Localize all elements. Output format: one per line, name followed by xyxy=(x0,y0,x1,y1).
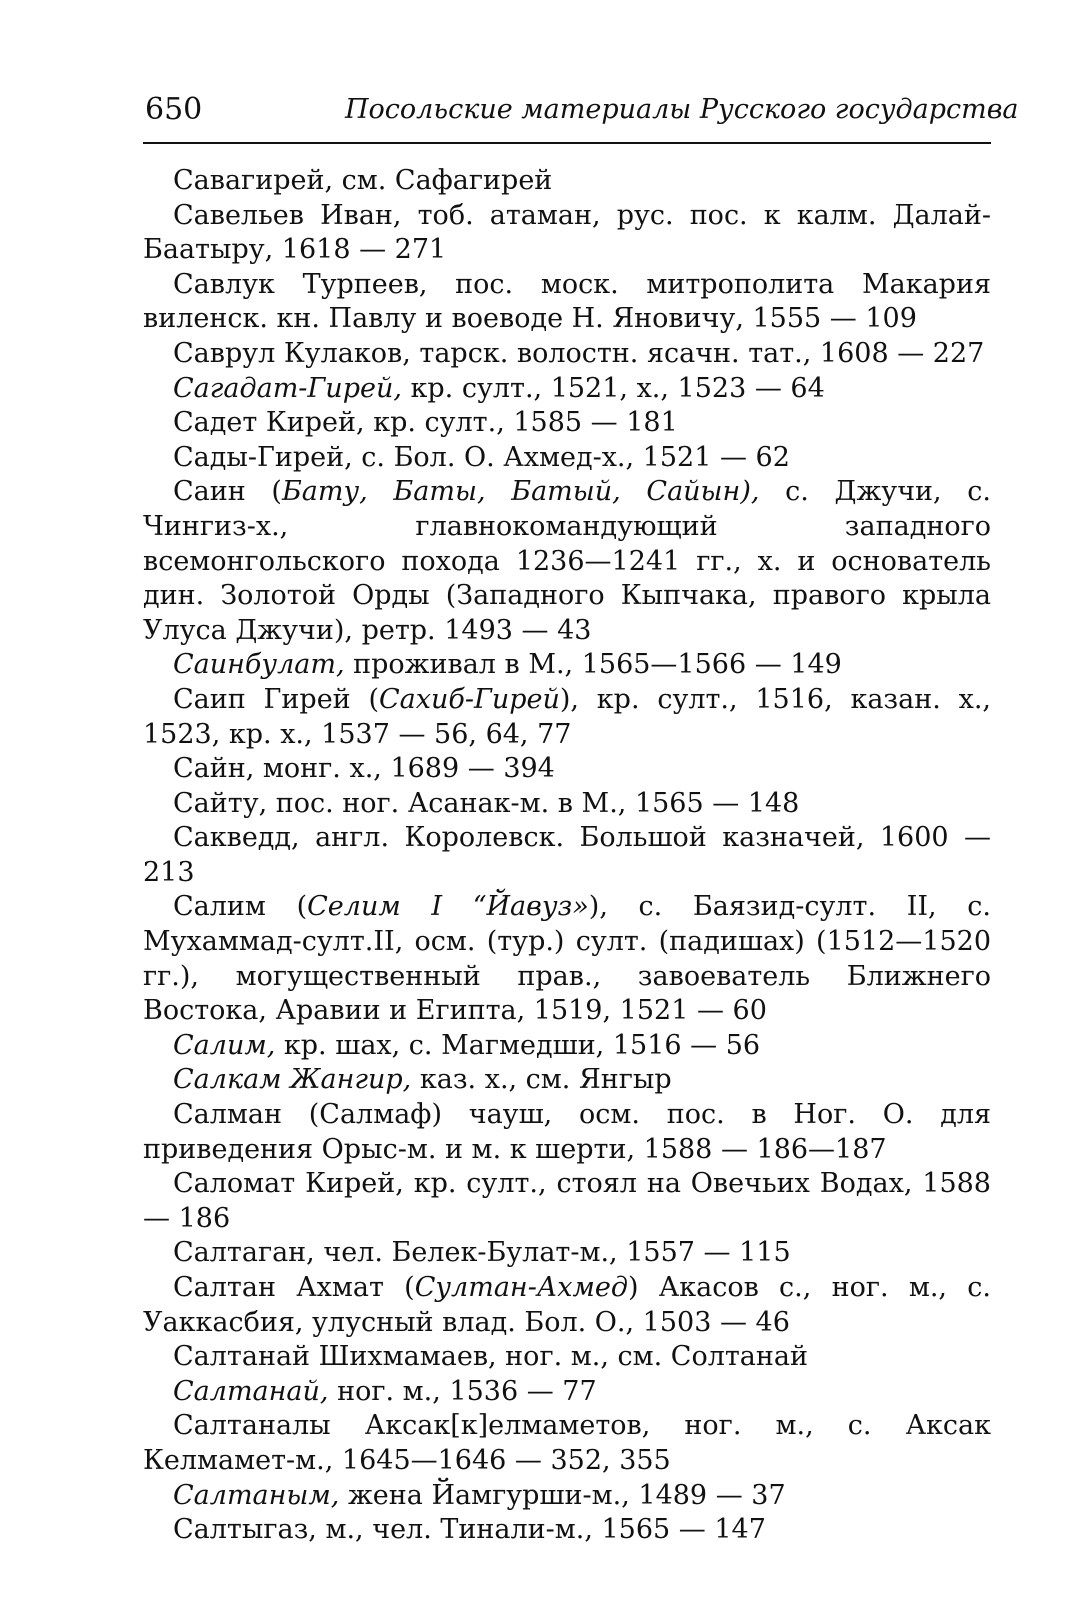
entry-lead: Саип Гирей ( xyxy=(173,683,379,715)
entry-italic-name: Бату, Баты, Батый, Сайын), xyxy=(281,476,760,508)
index-entry xyxy=(143,752,991,787)
index-entry xyxy=(143,1409,991,1478)
index-entry xyxy=(143,1029,991,1064)
index-entry xyxy=(143,787,991,822)
entry-text: Сакведд, англ. Королевск. Большой казначей, 1600 — 213 xyxy=(143,822,991,888)
index-entry xyxy=(143,199,991,268)
index-entry xyxy=(143,821,991,890)
entry-text: проживал в М., 1565—1566 — 149 xyxy=(344,649,842,681)
entry-text: каз. х., см. Янгыр xyxy=(411,1064,672,1096)
entry-text: ) Акасов с., ног. м., с. Уаккасбия, улусный влад. Бол. О., 1503 — 46 xyxy=(143,1272,991,1338)
index-entries xyxy=(143,164,991,1548)
entry-text: Садет Кирей, кр. султ., 1585 — 181 xyxy=(173,407,678,439)
index-entry xyxy=(143,1098,991,1167)
entry-text: Савагирей, см. Сафагирей xyxy=(173,165,553,196)
entry-text: Саврул Кулаков, тарск. волостн. ясачн. тат., 1608 — 227 xyxy=(173,337,985,369)
entry-text: Савельев Иван, тоб. атаман, рус. пос. к калм. Далай-Баатыру, 1618 — 271 xyxy=(143,199,991,266)
entry-text: Савлук Турпеев, пос. моск. митрополита Макария виленск. кн. Павлу и воеводе Н. Яновичу, 1555 — 109 xyxy=(143,268,991,335)
entry-italic-name: Салкам Жангир, xyxy=(173,1064,412,1096)
entry-italic-name: Салтанай, xyxy=(173,1375,329,1407)
page-header xyxy=(143,92,1019,146)
entry-text: Салтаган, чел. Белек-Булат-м., 1557 — 115 xyxy=(173,1237,791,1269)
index-entry xyxy=(143,1063,991,1098)
entry-text: кр. султ., 1521, х., 1523 — 64 xyxy=(401,372,825,404)
entry-text: Салман (Салмаф) чауш, осм. пос. в Ног. О. для приведения Орыс-м. и м. к шерти, 1588 — 186—187 xyxy=(143,1099,991,1165)
index-entry xyxy=(143,1375,991,1410)
index-entry xyxy=(143,890,991,1028)
entry-text: кр. шах, с. Магмедши, 1516 — 56 xyxy=(275,1029,761,1061)
index-entry xyxy=(143,164,991,199)
index-entry xyxy=(143,406,991,441)
entry-italic-name: Султан-Ахмед xyxy=(414,1272,628,1303)
index-entry xyxy=(143,1167,991,1236)
entry-italic-name: Саинбулат, xyxy=(173,649,345,681)
index-entry xyxy=(143,441,991,476)
page-number: 650 xyxy=(145,92,203,127)
entry-italic-name: Селим I “Йавуз» xyxy=(307,891,589,923)
entry-italic-name: Сагадат-Гирей, xyxy=(173,372,402,404)
entry-lead: Салим ( xyxy=(173,891,308,923)
index-entry xyxy=(143,1236,991,1271)
index-entry xyxy=(143,1479,991,1514)
entry-text: Саломат Кирей, кр. султ., стоял на Овечьих Водах, 1588 — 186 xyxy=(143,1168,991,1234)
header-rule xyxy=(143,142,991,144)
entry-text: с. Джучи, с. Чингиз-х., главнокомандующий западного всемонгольского похода 1236—1241 гг., х. и основатель дин. Золотой Орды (Западного Кыпчака, правого крыла Улуса Джучи), ретр. 1493 — 43 xyxy=(143,476,992,646)
index-entry xyxy=(143,1340,991,1375)
entry-italic-name: Салим, xyxy=(173,1029,276,1061)
index-entry xyxy=(143,337,991,372)
entry-text: ), кр. султ., 1516, казан. х., 1523, кр. х., 1537 — 56, 64, 77 xyxy=(143,683,991,750)
entry-text: Салтыгаз, м., чел. Тинали-м., 1565 — 147 xyxy=(173,1514,766,1546)
entry-text: Салтанай Шихмамаев, ног. м., см. Солтанай xyxy=(173,1341,808,1373)
index-entry xyxy=(143,268,991,337)
running-title: Посольские материалы Русского государства xyxy=(345,94,1019,125)
entry-italic-name: Салтаным, xyxy=(173,1479,340,1511)
entry-text: Сады-Гирей, с. Бол. О. Ахмед-х., 1521 — 62 xyxy=(173,441,790,473)
index-entry xyxy=(143,1271,991,1340)
index-entry xyxy=(143,1513,991,1548)
entry-text: ног. м., 1536 — 77 xyxy=(328,1375,597,1407)
entry-italic-name: Сахиб-Гирей xyxy=(378,683,560,715)
entry-text: ), с. Баязид-султ. II, с. Мухаммад-султ.II, осм. (тур.) султ. (падишах) (1512—1520 гг.), могущественный прав., завоеватель Ближнего Востока, Аравии и Египта, 1519, 1521 — 60 xyxy=(143,891,991,1027)
index-entry xyxy=(143,475,991,648)
index-entry xyxy=(143,683,991,752)
entry-lead: Саин ( xyxy=(173,476,282,508)
entry-text: жена Йамгурши-м., 1489 — 37 xyxy=(339,1479,786,1511)
entry-text: Сайту, пос. ног. Асанак-м. в М., 1565 — 148 xyxy=(173,787,800,819)
entry-text: Сайн, монг. х., 1689 — 394 xyxy=(173,753,555,785)
index-entry xyxy=(143,648,991,683)
entry-lead: Салтан Ахмат ( xyxy=(173,1272,415,1303)
entry-text: Салтаналы Аксак[к]елмаметов, ног. м., с. Аксак Келмамет-м., 1645—1646 — 352, 355 xyxy=(143,1410,991,1476)
index-entry xyxy=(143,372,991,407)
